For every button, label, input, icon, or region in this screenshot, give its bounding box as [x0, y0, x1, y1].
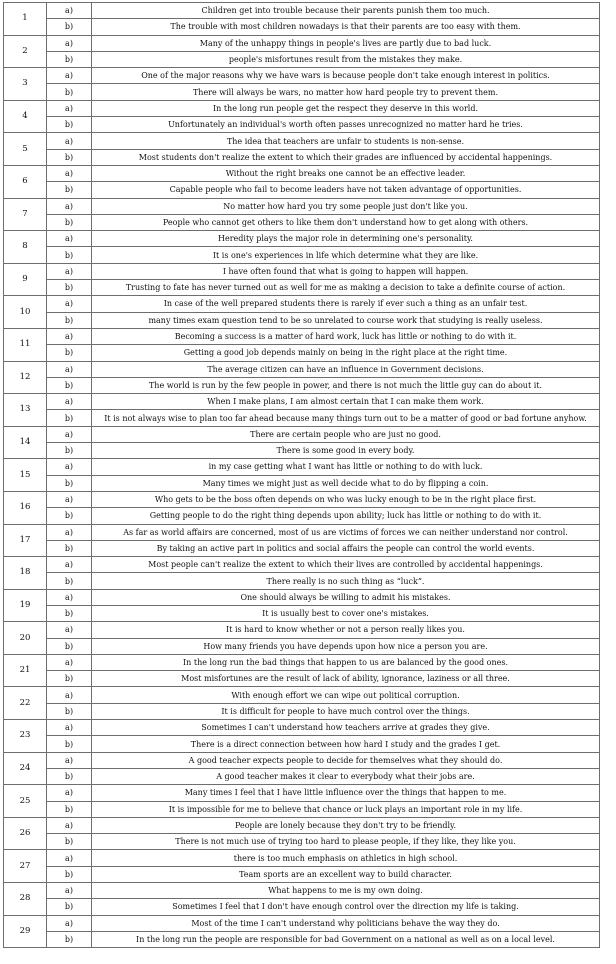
item-row-b	[4, 834, 600, 850]
option-a-statement: No matter how hard you try some people just don't like you.	[92, 198, 600, 214]
option-a-statement: in my case getting what I want has little or nothing to do with luck.	[92, 459, 600, 475]
item-row-a	[4, 35, 600, 51]
option-a-label: a)	[47, 361, 92, 377]
item-number: 27	[4, 850, 47, 883]
option-a-statement: Who gets to be the boss often depends on who was lucky enough to be in the right place first.	[92, 491, 600, 507]
option-b-statement: Most students don't realize the extent to which their grades are influenced by accidental happenings.	[92, 149, 600, 165]
option-b-statement: It is usually best to cover one's mistakes.	[92, 605, 600, 621]
option-b-statement: It is one's experiences in life which determine what they are like.	[92, 247, 600, 263]
item-row-a	[4, 524, 600, 540]
option-b-label: b)	[47, 475, 92, 491]
option-a-statement: there is too much emphasis on athletics in high school.	[92, 850, 600, 866]
item-number: 10	[4, 296, 47, 329]
option-b-statement: By taking an active part in politics and social affairs the people can control the world events.	[92, 540, 600, 556]
item-number: 5	[4, 133, 47, 166]
item-row-a	[4, 850, 600, 866]
option-a-label: a)	[47, 35, 92, 51]
option-a-label: a)	[47, 883, 92, 899]
option-a-label: a)	[47, 654, 92, 670]
option-b-statement: A good teacher makes it clear to everybody what their jobs are.	[92, 768, 600, 784]
option-b-statement: many times exam question tend to be so unrelated to course work that studying is really useless.	[92, 312, 600, 328]
item-row-b	[4, 573, 600, 589]
option-a-statement: One should always be willing to admit his mistakes.	[92, 589, 600, 605]
option-a-label: a)	[47, 394, 92, 410]
option-b-statement: Team sports are an excellent way to build character.	[92, 866, 600, 882]
option-b-label: b)	[47, 834, 92, 850]
option-a-statement: Most of the time I can't understand why politicians behave the way they do.	[92, 915, 600, 931]
item-number: 18	[4, 557, 47, 590]
option-a-statement: It is hard to know whether or not a person really likes you.	[92, 622, 600, 638]
item-row-b	[4, 149, 600, 165]
item-number: 6	[4, 165, 47, 198]
option-b-label: b)	[47, 638, 92, 654]
option-a-label: a)	[47, 817, 92, 833]
option-a-label: a)	[47, 68, 92, 84]
option-b-label: b)	[47, 84, 92, 100]
item-number: 14	[4, 426, 47, 459]
option-a-label: a)	[47, 524, 92, 540]
option-a-statement: Children get into trouble because their parents punish them too much.	[92, 3, 600, 19]
item-number: 22	[4, 687, 47, 720]
item-row-b	[4, 247, 600, 263]
option-b-statement: There is a direct connection between how hard I study and the grades I get.	[92, 736, 600, 752]
item-row-a	[4, 785, 600, 801]
option-b-statement: There will always be wars, no matter how hard people try to prevent them.	[92, 84, 600, 100]
item-number: 8	[4, 231, 47, 264]
item-row-b	[4, 540, 600, 556]
option-a-label: a)	[47, 100, 92, 116]
option-a-statement: Sometimes I can't understand how teachers arrive at grades they give.	[92, 720, 600, 736]
option-b-statement: It is impossible for me to believe that chance or luck plays an important role in my life.	[92, 801, 600, 817]
item-row-b	[4, 475, 600, 491]
item-number: 19	[4, 589, 47, 622]
option-b-statement: people's misfortunes result from the mistakes they make.	[92, 51, 600, 67]
option-a-label: a)	[47, 589, 92, 605]
option-a-label: a)	[47, 491, 92, 507]
option-b-statement: It is not always wise to plan too far ahead because many things turn out to be a matter of good or bad fortune anyhow.	[92, 410, 600, 426]
item-number: 13	[4, 394, 47, 427]
item-row-b	[4, 899, 600, 915]
option-b-label: b)	[47, 19, 92, 35]
item-number: 17	[4, 524, 47, 557]
option-a-label: a)	[47, 752, 92, 768]
option-b-label: b)	[47, 280, 92, 296]
option-b-statement: Most misfortunes are the result of lack of ability, ignorance, laziness or all three.	[92, 671, 600, 687]
item-row-a	[4, 622, 600, 638]
item-row-b	[4, 19, 600, 35]
option-a-label: a)	[47, 557, 92, 573]
option-b-statement: In the long run the people are responsible for bad Government on a national as well as on a local level.	[92, 931, 600, 947]
item-row-a	[4, 100, 600, 116]
item-row-a	[4, 3, 600, 19]
item-row-a	[4, 68, 600, 84]
option-b-statement: Many times we might just as well decide what to do by flipping a coin.	[92, 475, 600, 491]
item-number: 21	[4, 654, 47, 687]
option-a-statement: Many of the unhappy things in people's lives are partly due to bad luck.	[92, 35, 600, 51]
option-b-statement: The world is run by the few people in power, and there is not much the little guy can do about it.	[92, 377, 600, 393]
item-row-a	[4, 459, 600, 475]
option-b-statement: Sometimes I feel that I don't have enough control over the direction my life is taking.	[92, 899, 600, 915]
item-number: 20	[4, 622, 47, 655]
item-row-a	[4, 394, 600, 410]
questionnaire-table	[3, 2, 600, 948]
item-row-b	[4, 345, 600, 361]
item-row-b	[4, 605, 600, 621]
option-a-label: a)	[47, 720, 92, 736]
questionnaire-body	[4, 3, 600, 948]
option-b-label: b)	[47, 312, 92, 328]
option-b-statement: How many friends you have depends upon how nice a person you are.	[92, 638, 600, 654]
item-number: 3	[4, 68, 47, 101]
item-row-b	[4, 508, 600, 524]
item-row-b	[4, 377, 600, 393]
option-a-label: a)	[47, 165, 92, 181]
option-a-label: a)	[47, 296, 92, 312]
item-row-a	[4, 817, 600, 833]
item-row-a	[4, 361, 600, 377]
item-row-a	[4, 491, 600, 507]
option-a-label: a)	[47, 231, 92, 247]
option-a-statement: The average citizen can have an influence in Government decisions.	[92, 361, 600, 377]
option-b-statement: It is difficult for people to have much control over the things.	[92, 703, 600, 719]
option-a-label: a)	[47, 133, 92, 149]
item-number: 28	[4, 883, 47, 916]
option-a-statement: In case of the well prepared students there is rarely if ever such a thing as an unfair test.	[92, 296, 600, 312]
option-a-label: a)	[47, 459, 92, 475]
option-b-label: b)	[47, 214, 92, 230]
item-row-a	[4, 328, 600, 344]
item-row-b	[4, 931, 600, 947]
item-row-b	[4, 768, 600, 784]
option-a-label: a)	[47, 328, 92, 344]
item-number: 1	[4, 3, 47, 36]
option-b-statement: Capable people who fail to become leaders have not taken advantage of opportunities.	[92, 182, 600, 198]
option-a-statement: Heredity plays the major role in determining one's personality.	[92, 231, 600, 247]
option-b-label: b)	[47, 345, 92, 361]
item-row-a	[4, 752, 600, 768]
option-a-label: a)	[47, 263, 92, 279]
option-a-statement: A good teacher expects people to decide for themselves what they should do.	[92, 752, 600, 768]
item-number: 11	[4, 328, 47, 361]
option-a-label: a)	[47, 915, 92, 931]
option-b-label: b)	[47, 801, 92, 817]
item-row-a	[4, 165, 600, 181]
option-b-statement: Unfortunately an individual's worth often passes unrecognized no matter hard he tries.	[92, 117, 600, 133]
item-row-a	[4, 687, 600, 703]
option-b-statement: There is some good in every body.	[92, 443, 600, 459]
item-row-b	[4, 443, 600, 459]
item-number: 4	[4, 100, 47, 133]
item-row-b	[4, 182, 600, 198]
option-b-label: b)	[47, 605, 92, 621]
option-a-statement: Most people can't realize the extent to which their lives are controlled by accidental happenings.	[92, 557, 600, 573]
option-a-label: a)	[47, 850, 92, 866]
item-number: 9	[4, 263, 47, 296]
option-a-statement: As far as world affairs are concerned, most of us are victims of forces we can neither understand nor control.	[92, 524, 600, 540]
option-b-statement: Trusting to fate has never turned out as well for me as making a decision to take a definite course of action.	[92, 280, 600, 296]
option-a-statement: With enough effort we can wipe out political corruption.	[92, 687, 600, 703]
item-row-a	[4, 426, 600, 442]
option-a-label: a)	[47, 426, 92, 442]
option-b-statement: Getting people to do the right thing depends upon ability; luck has little or nothing to do with it.	[92, 508, 600, 524]
option-a-statement: People are lonely because they don't try to be friendly.	[92, 817, 600, 833]
item-row-a	[4, 231, 600, 247]
option-b-label: b)	[47, 508, 92, 524]
option-a-label: a)	[47, 785, 92, 801]
item-row-a	[4, 198, 600, 214]
option-a-statement: The idea that teachers are unfair to students is non-sense.	[92, 133, 600, 149]
item-row-b	[4, 410, 600, 426]
option-a-statement: One of the major reasons why we have wars is because people don't take enough interest in politics.	[92, 68, 600, 84]
option-b-label: b)	[47, 443, 92, 459]
option-a-statement: Without the right breaks one cannot be an effective leader.	[92, 165, 600, 181]
item-row-b	[4, 117, 600, 133]
item-row-b	[4, 866, 600, 882]
option-a-statement: Many times I feel that I have little influence over the things that happen to me.	[92, 785, 600, 801]
item-number: 15	[4, 459, 47, 492]
option-b-label: b)	[47, 182, 92, 198]
option-b-label: b)	[47, 768, 92, 784]
option-b-label: b)	[47, 117, 92, 133]
item-row-b	[4, 703, 600, 719]
item-row-b	[4, 736, 600, 752]
item-row-a	[4, 557, 600, 573]
item-number: 29	[4, 915, 47, 948]
option-a-statement: What happens to me is my own doing.	[92, 883, 600, 899]
item-row-b	[4, 51, 600, 67]
option-b-label: b)	[47, 899, 92, 915]
item-row-a	[4, 589, 600, 605]
item-row-b	[4, 638, 600, 654]
item-row-a	[4, 915, 600, 931]
option-b-statement: The trouble with most children nowadays is that their parents are too easy with them.	[92, 19, 600, 35]
item-row-b	[4, 280, 600, 296]
option-a-statement: I have often found that what is going to happen will happen.	[92, 263, 600, 279]
item-number: 2	[4, 35, 47, 68]
option-b-label: b)	[47, 377, 92, 393]
option-b-label: b)	[47, 410, 92, 426]
option-b-label: b)	[47, 540, 92, 556]
item-row-a	[4, 883, 600, 899]
option-b-label: b)	[47, 931, 92, 947]
item-number: 23	[4, 720, 47, 753]
option-b-label: b)	[47, 51, 92, 67]
option-b-statement: There is not much use of trying too hard to please people, if they like, they like you.	[92, 834, 600, 850]
option-a-label: a)	[47, 622, 92, 638]
option-b-label: b)	[47, 573, 92, 589]
option-b-statement: Getting a good job depends mainly on being in the right place at the right time.	[92, 345, 600, 361]
item-number: 26	[4, 817, 47, 850]
option-a-statement: In the long run the bad things that happen to us are balanced by the good ones.	[92, 654, 600, 670]
option-a-statement: There are certain people who are just no good.	[92, 426, 600, 442]
item-row-b	[4, 312, 600, 328]
item-number: 7	[4, 198, 47, 231]
item-row-a	[4, 296, 600, 312]
option-b-label: b)	[47, 736, 92, 752]
item-number: 12	[4, 361, 47, 394]
option-b-label: b)	[47, 247, 92, 263]
item-row-a	[4, 133, 600, 149]
option-b-label: b)	[47, 866, 92, 882]
option-a-statement: Becoming a success is a matter of hard work, luck has little or nothing to do with it.	[92, 328, 600, 344]
item-row-b	[4, 801, 600, 817]
option-a-statement: In the long run people get the respect they deserve in this world.	[92, 100, 600, 116]
item-row-a	[4, 720, 600, 736]
item-number: 25	[4, 785, 47, 818]
item-row-a	[4, 654, 600, 670]
item-row-b	[4, 671, 600, 687]
item-row-a	[4, 263, 600, 279]
option-b-label: b)	[47, 149, 92, 165]
option-b-label: b)	[47, 671, 92, 687]
option-b-label: b)	[47, 703, 92, 719]
option-a-label: a)	[47, 3, 92, 19]
item-row-b	[4, 84, 600, 100]
option-a-statement: When I make plans, I am almost certain that I can make them work.	[92, 394, 600, 410]
option-a-label: a)	[47, 198, 92, 214]
option-b-statement: There really is no such thing as “luck”.	[92, 573, 600, 589]
option-a-label: a)	[47, 687, 92, 703]
item-number: 24	[4, 752, 47, 785]
option-b-statement: People who cannot get others to like them don't understand how to get along with others.	[92, 214, 600, 230]
item-row-b	[4, 214, 600, 230]
item-number: 16	[4, 491, 47, 524]
